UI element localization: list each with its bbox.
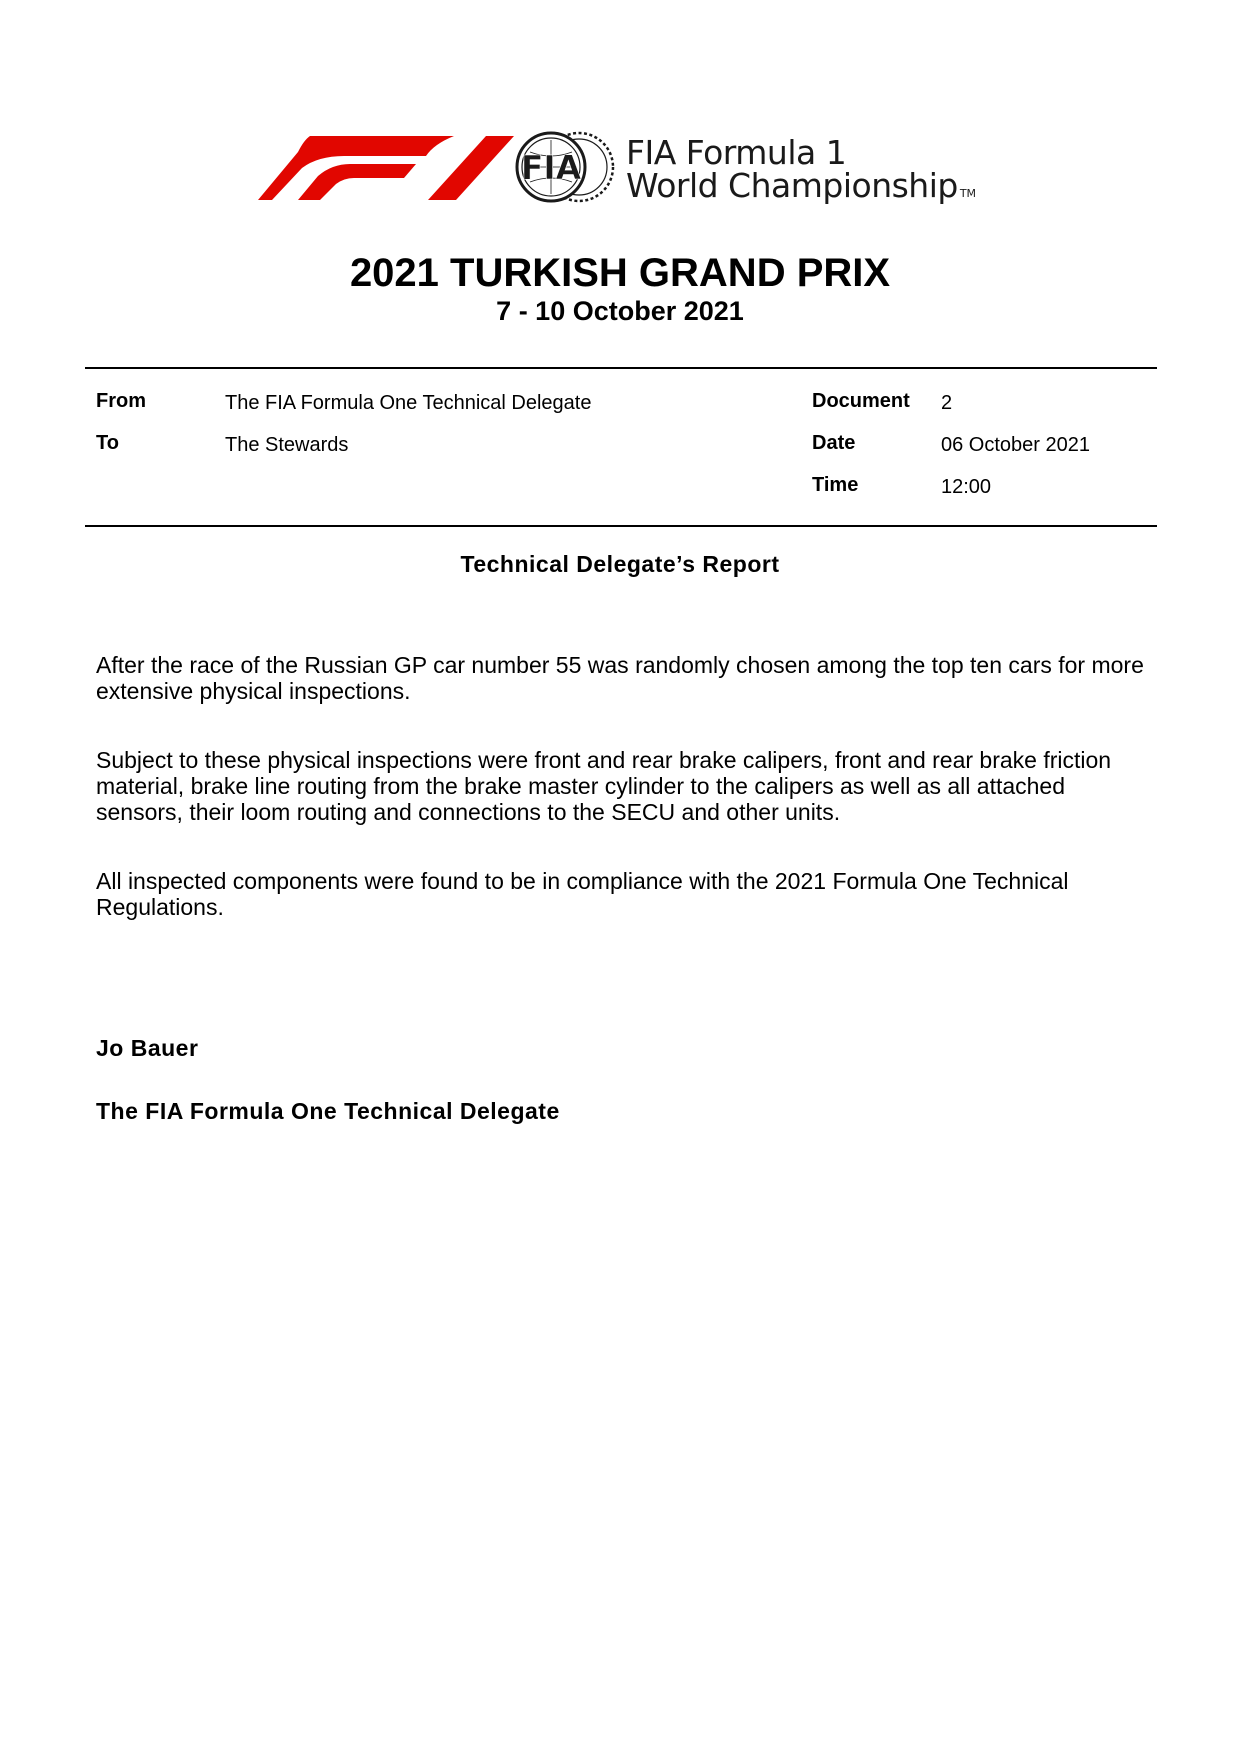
fia-seal-icon: [511, 128, 619, 206]
event-dates: 7 - 10 October 2021: [496, 296, 744, 326]
signatory-role: The FIA Formula One Technical Delegate: [96, 1098, 560, 1124]
time-value: 12:00: [941, 476, 992, 498]
brand-wordmark: [626, 133, 977, 210]
report-paragraph: All inspected components were found to be in compliance with the 2021 Formula One Technical Regulations.: [96, 868, 1069, 920]
fia-seal-text: FIA: [520, 148, 582, 187]
report-heading: Technical Delegate’s Report: [460, 551, 780, 577]
to-value: The Stewards: [225, 434, 349, 456]
report-paragraph: After the race of the Russian GP car number 55 was randomly chosen among the top ten cars for more extensive physical inspections.: [96, 652, 1144, 704]
header-divider-top: [85, 367, 1157, 369]
from-label: From: [96, 390, 146, 412]
trademark-mark: TM: [959, 187, 977, 200]
document-value: 2: [941, 392, 953, 414]
report-paragraph: Subject to these physical inspections were front and rear brake calipers, front and rear brake friction material, brake line routing from the brake master cylinder to the calipers as well as all attached sensors, their loom routing and connections to the SECU and other units.: [96, 747, 1112, 825]
time-label: Time: [812, 474, 859, 496]
header-divider-bottom: [85, 525, 1157, 527]
f1-fia-logo: [258, 128, 1018, 212]
date-label: Date: [812, 432, 856, 454]
signatory-name: Jo Bauer: [96, 1035, 199, 1061]
document-label: Document: [812, 390, 910, 412]
date-value: 06 October 2021: [941, 434, 1090, 456]
brand-line-2: [626, 166, 977, 210]
f1-logo-icon: [258, 136, 514, 200]
brand-line-1: FIA Formula 1: [626, 133, 847, 172]
event-title: 2021 TURKISH GRAND PRIX: [349, 251, 891, 295]
to-label: To: [96, 432, 119, 454]
from-value: The FIA Formula One Technical Delegate: [225, 392, 592, 414]
brand-line-2-text: World Championship: [626, 166, 958, 205]
